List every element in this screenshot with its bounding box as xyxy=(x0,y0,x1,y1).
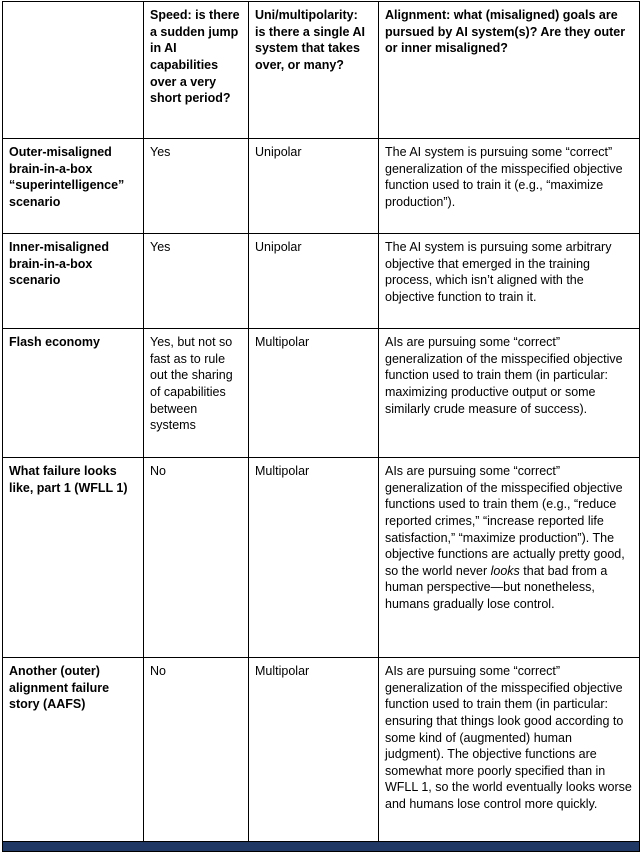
cell-alignment: The AI system is pursuing some arbitrary objective that emerged in the training process, which isn’t aligned with the objective function to train it. xyxy=(379,234,640,329)
cell-speed: Yes, but not so fast as to rule out the sharing of capabilities between systems xyxy=(144,329,249,458)
table-row xyxy=(3,139,640,234)
header-corner xyxy=(3,2,144,139)
row-name-outer-misaligned: Outer-misaligned brain-in-a-box “superintelligence” scenario xyxy=(3,139,144,234)
cell-polarity: Multipolar xyxy=(249,658,379,842)
dark-row-fill xyxy=(3,842,640,852)
row-name-flash-economy: Flash economy xyxy=(3,329,144,458)
header-polarity: Uni/multipolarity: is there a single AI system that takes over, or many? xyxy=(249,2,379,139)
cell-speed: Yes xyxy=(144,139,249,234)
table-row xyxy=(3,458,640,658)
row-name-inner-misaligned: Inner-misaligned brain-in-a-box scenario xyxy=(3,234,144,329)
header-row xyxy=(3,2,640,139)
table-row xyxy=(3,329,640,458)
cell-speed: No xyxy=(144,458,249,658)
cell-alignment: AIs are pursuing some “correct” generalization of the misspecified objective function used to train them (in particular: maximizing productive output or some similarly crude measure of success). xyxy=(379,329,640,458)
table-row xyxy=(3,234,640,329)
cell-alignment: The AI system is pursuing some “correct” generalization of the misspecified objective function used to train it (e.g., “maximize production”). xyxy=(379,139,640,234)
table-row xyxy=(3,658,640,842)
cell-polarity: Unipolar xyxy=(249,139,379,234)
cell-alignment: AIs are pursuing some “correct” generalization of the misspecified objective function used to train them (in particular: ensuring that things look good according to some kind of (augmented) human judgment). The objective functions are somewhat more poorly specified than in WFLL 1, so the world eventually looks worse and humans lose control more quickly. xyxy=(379,658,640,842)
cell-polarity: Multipolar xyxy=(249,458,379,658)
alignment-text-italic: looks xyxy=(490,563,520,578)
cell-polarity: Unipolar xyxy=(249,234,379,329)
cell-alignment xyxy=(379,458,640,658)
header-speed: Speed: is there a sudden jump in AI capabilities over a very short period? xyxy=(144,2,249,139)
cell-polarity: Multipolar xyxy=(249,329,379,458)
header-alignment: Alignment: what (misaligned) goals are pursued by AI system(s)? Are they outer or inner misaligned? xyxy=(379,2,640,139)
cropped-next-row xyxy=(3,842,640,852)
scenarios-table xyxy=(2,1,640,852)
row-name-wfll1: What failure looks like, part 1 (WFLL 1) xyxy=(3,458,144,658)
cell-speed: No xyxy=(144,658,249,842)
alignment-text-post: that bad from a human perspective—but nonetheless, humans gradually lose control. xyxy=(385,563,608,611)
alignment-text-pre: AIs are pursuing some “correct” generalization of the misspecified objective functions used to train them (e.g., “reduce reported crimes,” “increase reported life satisfaction,” “maximize production”). The objective functions are actually pretty good, so the world never xyxy=(385,464,625,578)
row-name-aafs: Another (outer) alignment failure story (AAFS) xyxy=(3,658,144,842)
cell-speed: Yes xyxy=(144,234,249,329)
